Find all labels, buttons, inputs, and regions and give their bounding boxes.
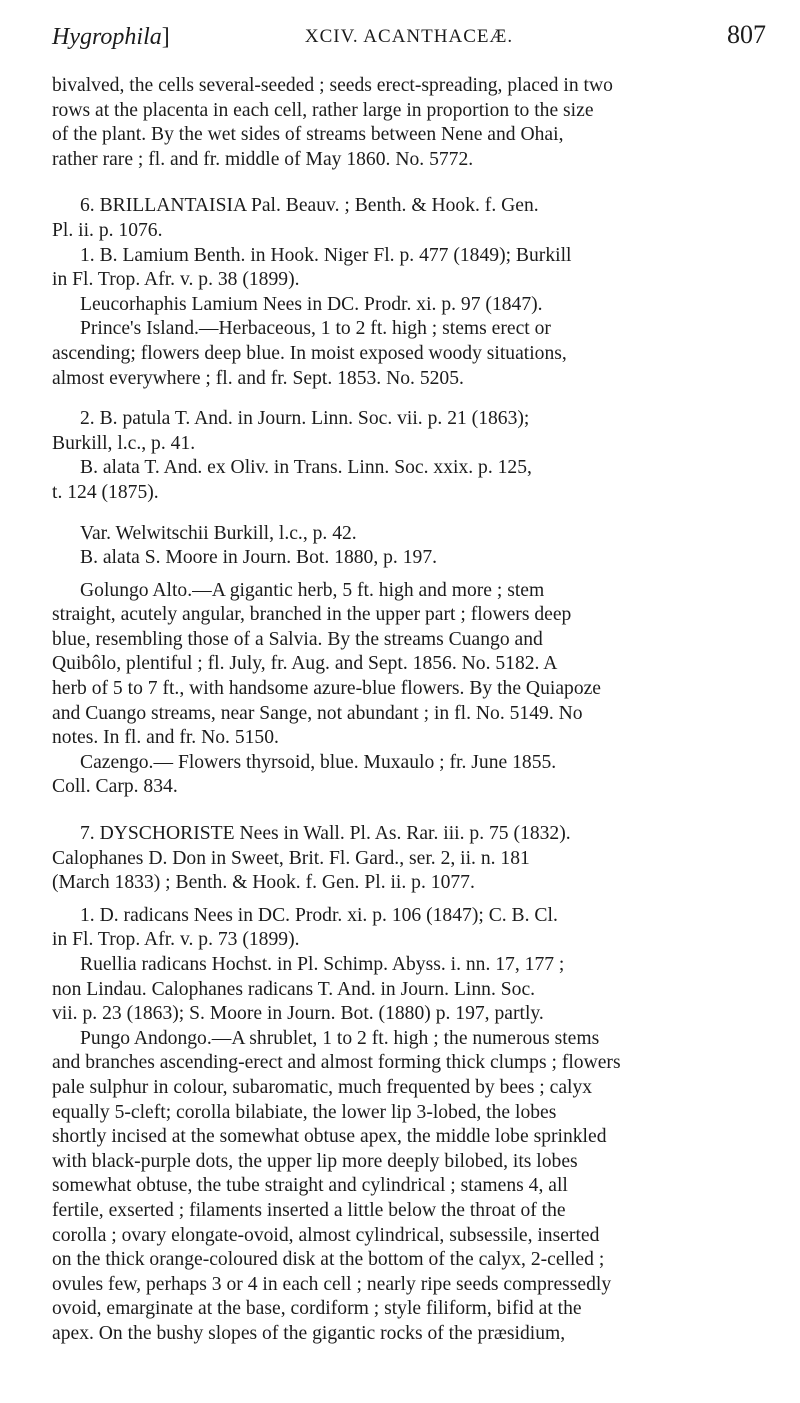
text-line: 6. BRILLANTAISIA Pal. Beauv. ; Benth. & Hook. f. Gen. (80, 195, 539, 217)
text-line: Pungo Andongo.—A shrublet, 1 to 2 ft. high ; the numerous stems (80, 1027, 600, 1049)
text-line: ovoid, emarginate at the base, cordiform ; style filiform, bifid at the (52, 1298, 582, 1320)
text-line: on the thick orange-coloured disk at the bottom of the calyx, 2-celled ; (52, 1249, 605, 1271)
text-line: herb of 5 to 7 ft., with handsome azure-blue flowers. By the Quiapoze (52, 678, 602, 700)
text-line: somewhat obtuse, the tube straight and cylindrical ; stamens 4, all (52, 1175, 568, 1197)
text-line: vii. p. 23 (1863); S. Moore in Journ. Bot. (1880) p. 197, partly. (52, 1003, 544, 1025)
text-line: Calophanes D. Don in Sweet, Brit. Fl. Gard., ser. 2, ii. n. 181 (52, 847, 530, 869)
text-line: straight, acutely angular, branched in the upper part ; flowers deep (52, 604, 572, 626)
running-head-genus: Hygrophila] (52, 24, 170, 50)
text-line: B. alata S. Moore in Journ. Bot. 1880, p. 197. (80, 547, 438, 569)
text-line: Golungo Alto.—A gigantic herb, 5 ft. high and more ; stem (80, 579, 545, 601)
paragraph (52, 904, 766, 953)
text-line: Burkill, l.c., p. 41. (52, 432, 196, 454)
text-line: and branches ascending-erect and almost forming thick clumps ; flowers (52, 1052, 621, 1074)
paragraph (52, 822, 766, 896)
text-line: notes. In fl. and fr. No. 5150. (52, 727, 279, 749)
text-line: 1. D. radicans Nees in DC. Prodr. xi. p. 106 (1847); C. B. Cl. (80, 904, 558, 926)
paragraph (52, 244, 766, 293)
page-number: 807 (727, 20, 766, 49)
text-line: almost everywhere ; fl. and fr. Sept. 1853. No. 5205. (52, 367, 464, 389)
text-line: in Fl. Trop. Afr. v. p. 38 (1899). (52, 269, 300, 291)
body-text (52, 74, 766, 1347)
paragraph (52, 317, 766, 391)
text-line: t. 124 (1875). (52, 481, 159, 503)
text-line: shortly incised at the somewhat obtuse apex, the middle lobe sprinkled (52, 1126, 607, 1148)
text-line: corolla ; ovary elongate-ovoid, almost cylindrical, subsessile, inserted (52, 1224, 600, 1246)
paragraph (52, 194, 766, 243)
paragraph-gap (52, 506, 766, 522)
text-line: non Lindau. Calophanes radicans T. And. in Journ. Linn. Soc. (52, 978, 536, 1000)
text-line: (March 1833) ; Benth. & Hook. f. Gen. Pl. ii. p. 1077. (52, 872, 475, 894)
text-line: of the plant. By the wet sides of streams between Nene and Ohai, (52, 124, 564, 146)
text-line: blue, resembling those of a Salvia. By the streams Cuango and (52, 628, 543, 650)
text-line: equally 5-cleft; corolla bilabiate, the lower lip 3-lobed, the lobes (52, 1101, 557, 1123)
text-line: apex. On the bushy slopes of the gigantic rocks of the præsidium, (52, 1322, 566, 1344)
text-line: Coll. Carp. 834. (52, 776, 178, 798)
paragraph-gap (52, 896, 766, 904)
text-line: Ruellia radicans Hochst. in Pl. Schimp. Abyss. i. nn. 17, 177 ; (80, 954, 565, 975)
paragraph-gap (52, 391, 766, 407)
text-line: fertile, exserted ; filaments inserted a little below the throat of the (52, 1199, 566, 1221)
text-line: rows at the placenta in each cell, rather large in proportion to the size (52, 99, 594, 121)
text-line: B. alata T. And. ex Oliv. in Trans. Linn. Soc. xxix. p. 125, (80, 457, 532, 479)
text-line: and Cuango streams, near Sange, not abundant ; in fl. No. 5149. No (52, 702, 583, 724)
paragraph (52, 546, 766, 571)
paragraph (52, 579, 766, 751)
text-line: bivalved, the cells several-seeded ; seeds erect-spreading, placed in two (52, 75, 613, 96)
text-line: 7. DYSCHORISTE Nees in Wall. Pl. As. Rar. iii. p. 75 (1832). (80, 823, 571, 845)
text-line: with black-purple dots, the upper lip more deeply bilobed, its lobes (52, 1150, 578, 1172)
running-head-family: XCIV. ACANTHACEÆ. (304, 26, 514, 47)
text-line: 1. B. Lamium Benth. in Hook. Niger Fl. p. 477 (1849); Burkill (80, 244, 572, 266)
text-line: rather rare ; fl. and fr. middle of May 1860. No. 5772. (52, 148, 474, 170)
paragraph (52, 522, 766, 547)
paragraph-gap (52, 571, 766, 579)
paragraph (52, 293, 766, 318)
text-line: in Fl. Trop. Afr. v. p. 73 (1899). (52, 929, 300, 951)
text-line: pale sulphur in colour, subaromatic, much frequented by bees ; calyx (52, 1076, 593, 1098)
paragraph (52, 407, 766, 456)
text-line: Leucorhaphis Lamium Nees in DC. Prodr. xi. p. 97 (1847). (80, 293, 543, 315)
running-header (52, 10, 766, 74)
paragraph (52, 1027, 766, 1347)
paragraph (52, 953, 766, 1027)
paragraph (52, 74, 766, 172)
text-line: Prince's Island.—Herbaceous, 1 to 2 ft. high ; stems erect or (80, 318, 551, 340)
paragraph (52, 456, 766, 505)
text-line: ovules few, perhaps 3 or 4 in each cell ; nearly ripe seeds compressedly (52, 1273, 612, 1295)
paragraph-gap (52, 800, 766, 822)
text-line: Var. Welwitschii Burkill, l.c., p. 42. (80, 522, 357, 544)
paragraph-gap (52, 172, 766, 194)
text-line: Cazengo.— Flowers thyrsoid, blue. Muxaulo ; fr. June 1855. (80, 751, 557, 773)
text-line: Quibôlo, plentiful ; fl. July, fr. Aug. and Sept. 1856. No. 5182. A (52, 653, 558, 675)
text-line: 2. B. patula T. And. in Journ. Linn. Soc. vii. p. 21 (1863); (80, 408, 530, 430)
paragraph (52, 751, 766, 800)
text-line: Pl. ii. p. 1076. (52, 219, 163, 241)
text-line: ascending; flowers deep blue. In moist exposed woody situations, (52, 342, 567, 364)
